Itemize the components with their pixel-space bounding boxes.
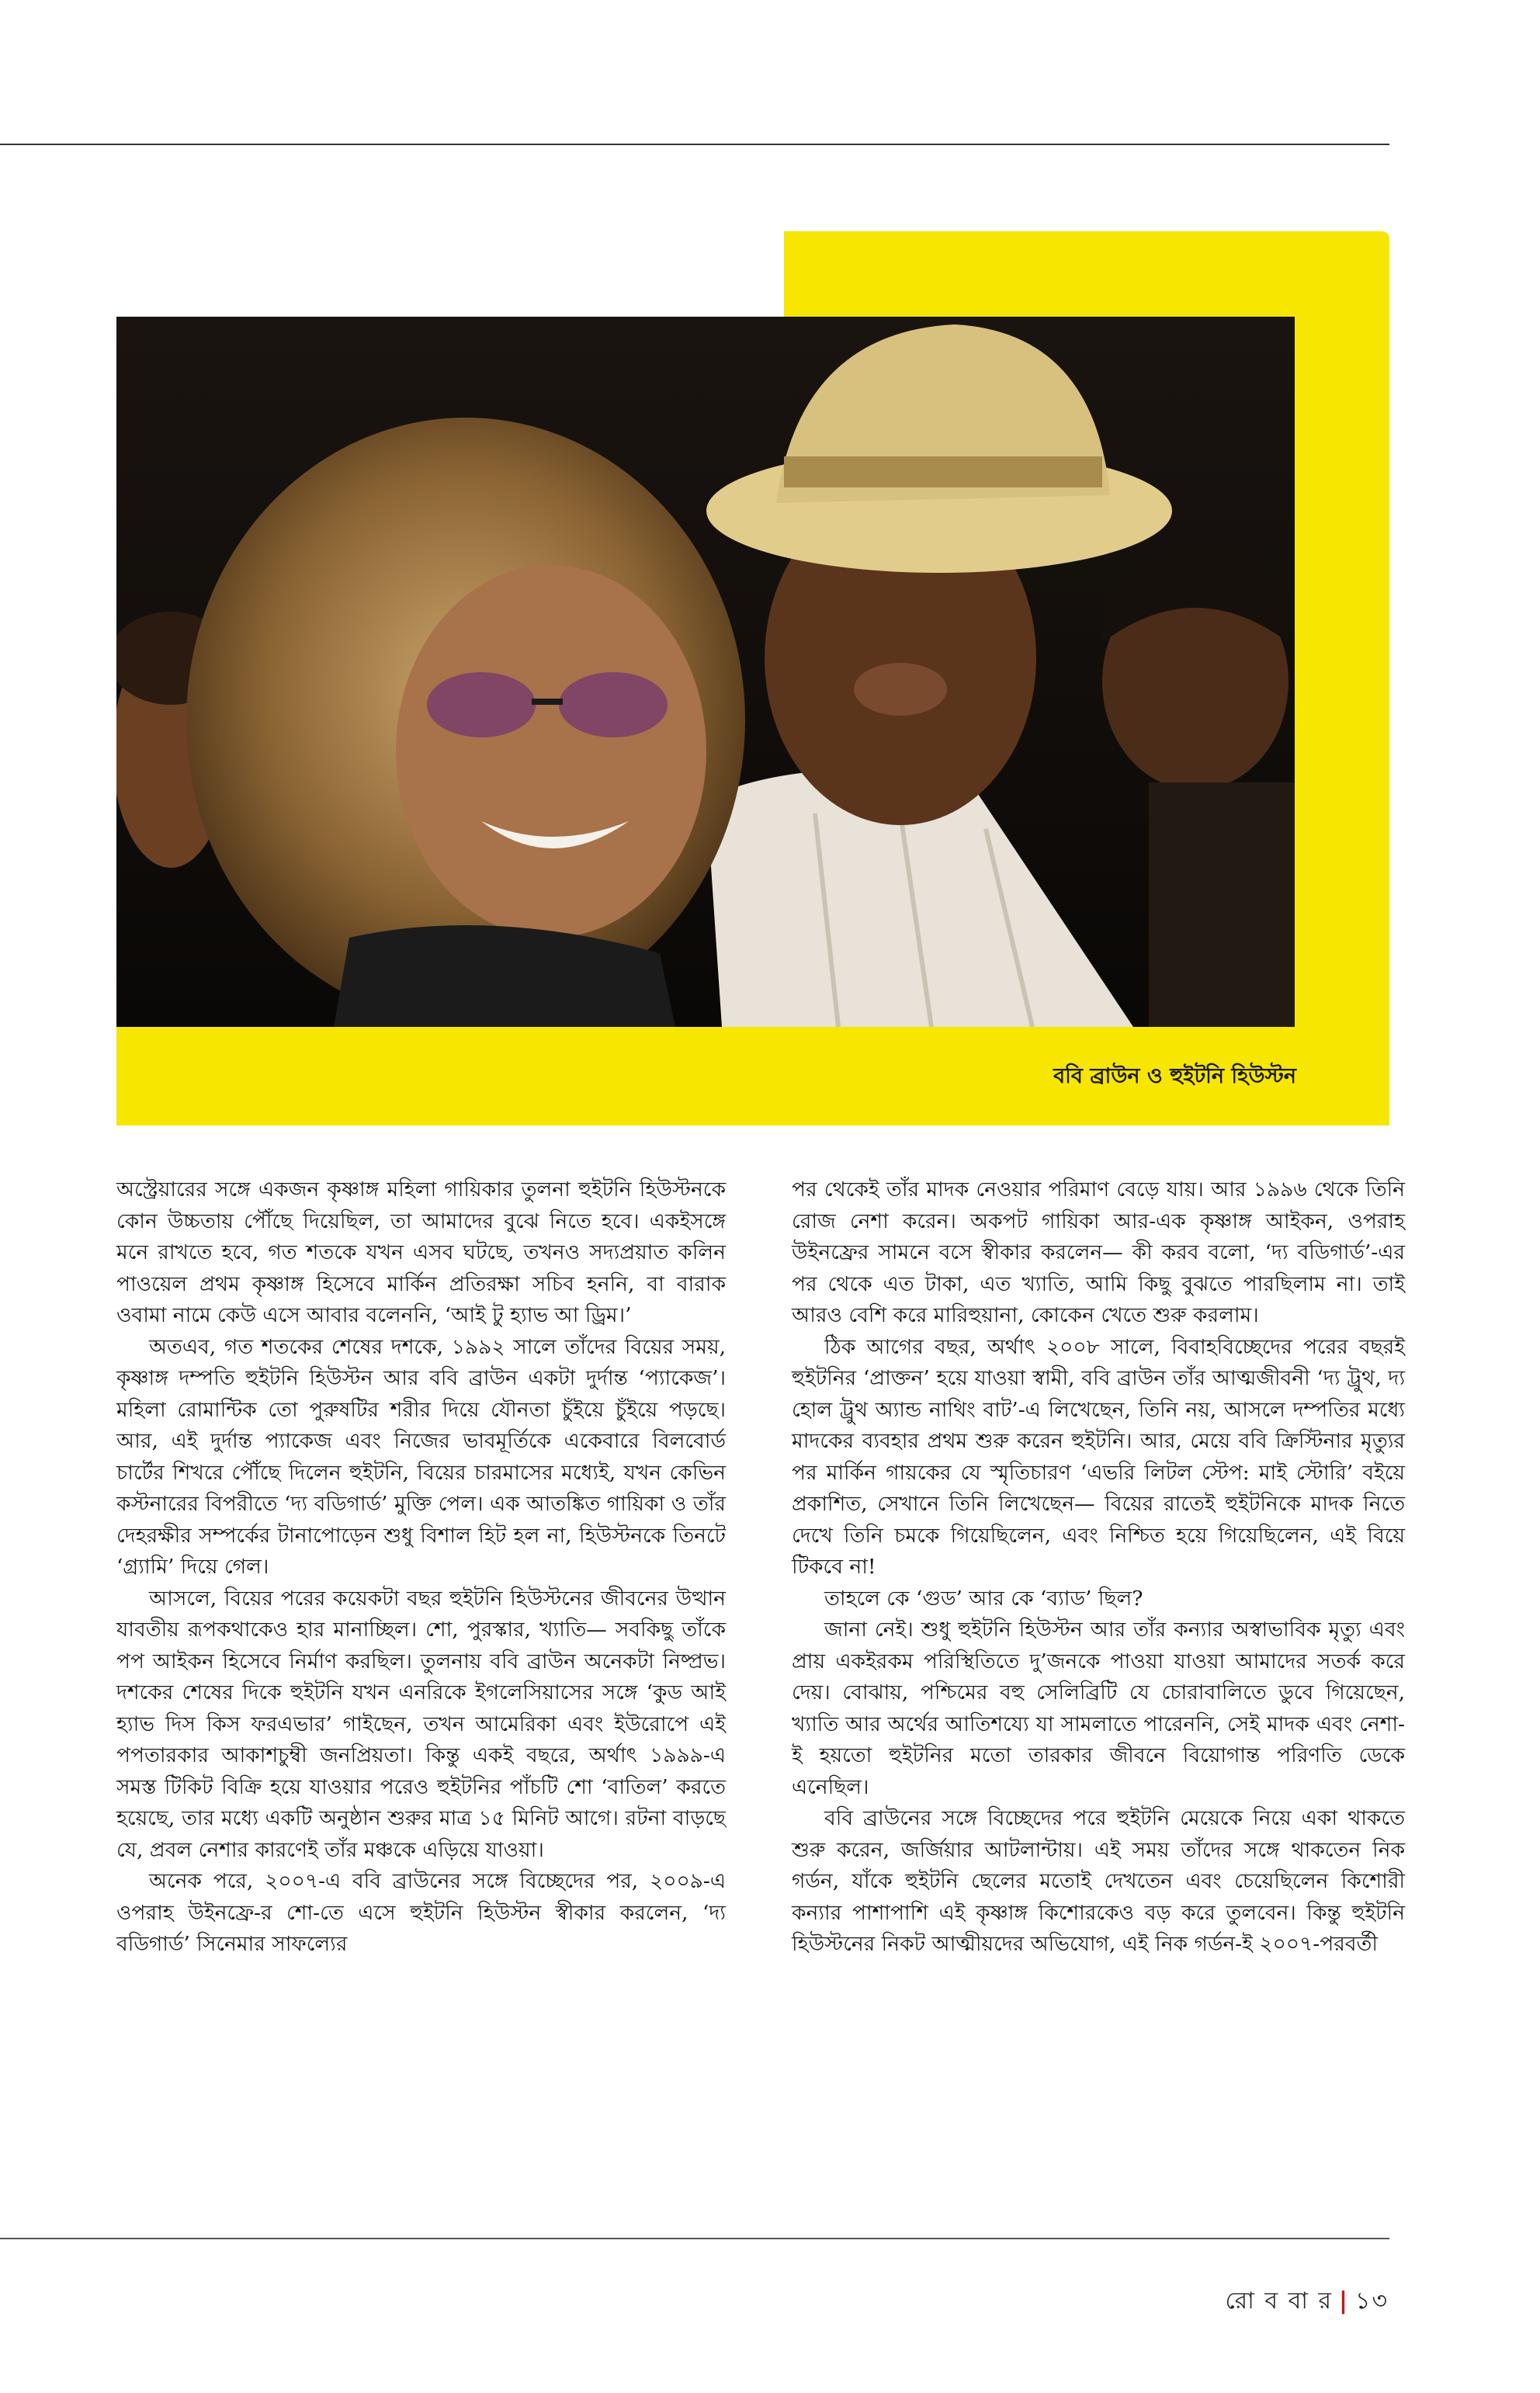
- couple-photo: [116, 317, 1295, 1027]
- yellow-frame-right: [1295, 322, 1389, 1125]
- photo-feature: [116, 231, 1389, 1125]
- paragraph: পর থেকেই তাঁর মাদক নেওয়ার পরিমাণ বেড়ে যায়। আর ১৯৯৬ থেকে তিনি রোজ নেশা করেন। অকপট গায়িকা আর-এক কৃষ্ণাঙ্গ আইকন, ওপরাহ উইনফ্রের সামনে বসে স্বীকার করলেন— কী করব বলো, ‘দ্য বডিগার্ড’-এর পর থেকে এত টাকা, এত খ্যাতি, আমি কিছু বুঝতে পারছিলাম না। তাই আরও বেশি করে মারিহুয়ানা, কোকেন খেতে শুরু করলাম।: [792, 1177, 1405, 1327]
- photo-illustration: [116, 317, 1295, 1027]
- page-number: ১৩: [1355, 2287, 1389, 2315]
- page-footer: [1225, 2282, 1389, 2322]
- paragraph: ববি ব্রাউনের সঙ্গে বিচ্ছেদের পরে হুইটনি মেয়েকে নিয়ে একা থাকতে শুরু করেন, জর্জিয়ার আটলান্টায়। এই সময় তাঁদের সঙ্গে থাকতেন নিক গর্ডন, যাঁকে হুইটনি ছেলের মতোই দেখতেন এবং চেয়েছিলেন কিশোরী কন্যার পাশাপাশি এই কৃষ্ণাঙ্গ কিশোরকেও বড় করে তুলবেন। কিন্তু হুইটনি হিউস্টনের নিকট আত্মীয়দের অভিযোগ, এই নিক গর্ডন-ই ২০০৭-পরবর্তী: [792, 1806, 1405, 1956]
- yellow-frame-top: [784, 231, 1389, 322]
- paragraph: আসলে, বিয়ের পরের কয়েকটা বছর হুইটনি হিউস্টনের জীবনের উত্থান যাবতীয় রূপকথাকেও হার মানাচ্ছিল। শো, পুরস্কার, খ্যাতি— সবকিছু তাঁকে পপ আইকন হিসেবে নির্মাণ করছিল। তুলনায় ববি ব্রাউন অনেকটা নিষ্প্রভ। দশকের শেষের দিকে হুইটনি যখন এনরিকে ইগলেসিয়াসের সঙ্গে ‘কুড আই হ্যাভ দিস কিস ফরএভার’ গাইছেন, তখন আমেরিকা এবং ইউরোপে এই পপতারকার আকাশচুম্বী জনপ্রিয়তা। কিন্তু একই বছরে, অর্থাৎ ১৯৯৯-এ সমস্ত টিকিট বিক্রি হয়ে যাওয়ার পরেও হুইটনির পাঁচটি শো ‘বাতিল’ করতে হয়েছে, তার মধ্যে একটি অনুষ্ঠান শুরুর মাত্র ১৫ মিনিট আগে। রটনা বাড়ছে যে, প্রবল নেশার কারণেই তাঁর মঞ্চকে এড়িয়ে যাওয়া।: [116, 1586, 726, 1862]
- magazine-name: রো ব বা র: [1225, 2287, 1334, 2315]
- top-rule: [0, 144, 1389, 145]
- paragraph: তাহলে কে ‘গুড’ আর কে ‘ব্যাড’ ছিল?: [824, 1586, 1143, 1611]
- photo-caption: ববি ব্রাউন ও হুইটনি হিউস্টন: [1053, 1064, 1296, 1088]
- paragraph: অতএব, গত শতকের শেষের দশকে, ১৯৯২ সালে তাঁদের বিয়ের সময়, কৃষ্ণাঙ্গ দম্পতি হুইটনি হিউস্টন আর ববি ব্রাউন একটা দুর্দান্ত ‘প্যাকেজ’। মহিলা রোমান্টিক তো পুরুষটির শরীর দিয়ে যৌনতা চুঁইয়ে চুঁইয়ে পড়ছে। আর, এই দুর্দান্ত প্যাকেজ এবং নিজের ভাবমূর্তিকে একেবারে বিলবোর্ড চার্টের শিখরে পৌঁছে দিলেন হুইটনি, বিয়ের চারমাসের মধ্যেই, যখন কেভিন কস্টনারের বিপরীতে ‘দ্য বডিগার্ড’ মুক্তি পেল। এক আতঙ্কিত গায়িকা ও তাঁর দেহরক্ষীর সম্পর্কের টানাপোড়েন শুধু বিশাল হিট হল না, হিউস্টনকে তিনটে ‘গ্র্যামি’ দিয়ে গেল।: [116, 1334, 726, 1579]
- article-column-left: [116, 1174, 726, 1961]
- footer-separator: |: [1339, 2287, 1350, 2315]
- paragraph: অনেক পরে, ২০০৭-এ ববি ব্রাউনের সঙ্গে বিচ্ছেদের পর, ২০০৯-এ ওপরাহ উইনফ্রে-র শো-তে এসে হুইটনি হিউস্টন স্বীকার করলেন, ‘দ্য বডিগার্ড’ সিনেমার সাফল্যের: [116, 1869, 726, 1956]
- paragraph: ঠিক আগের বছর, অর্থাৎ ২০০৮ সালে, বিবাহবিচ্ছেদের পরের বছরই হুইটনির ‘প্রাক্তন’ হয়ে যাওয়া স্বামী, ববি ব্রাউন তাঁর আত্মজীবনী ‘দ্য ট্রুথ, দ্য হোল ট্রুথ অ্যান্ড নাথিং বাট’-এ লিখেছেন, তিনি নয়, আসলে দম্পতির মধ্যে মাদকের ব্যবহার প্রথম শুরু করেন হুইটনি। আর, মেয়ে ববি ক্রিস্টিনার মৃত্যুর পর মার্কিন গায়কের যে স্মৃতিচারণ ‘এভরি লিটল স্টেপ: মাই স্টোরি’ বইয়ে প্রকাশিত, সেখানে তিনি লিখেছেন— বিয়ের রাতেই হুইটনিকে মাদক নিতে দেখে তিনি চমকে গিয়েছিলেন, এবং নিশ্চিত হয়ে গিয়েছিলেন, এই বিয়ে টিকবে না!: [792, 1334, 1405, 1579]
- paragraph: জানা নেই। শুধু হুইটনি হিউস্টন আর তাঁর কন্যার অস্বাভাবিক মৃত্যু এবং প্রায় একইরকম পরিস্থিতিতে দু’জনকে পাওয়া যাওয়া আমাদের সতর্ক করে দেয়। বোঝায়, পশ্চিমের বহু সেলিব্রিটি যে চোরাবালিতে ডুবে গিয়েছেন, খ্যাতি আর অর্থের আতিশয্যে যা সামলাতে পারেননি, সেই মাদক এবং নেশা-ই হয়তো হুইটনির মতো তারকার জীবনে বিয়োগান্ত পরিণতি ডেকে এনেছিল।: [792, 1618, 1405, 1799]
- bottom-rule: [0, 2238, 1389, 2239]
- article-column-right: [792, 1174, 1405, 1961]
- paragraph: অস্ট্রেয়ারের সঙ্গে একজন কৃষ্ণাঙ্গ মহিলা গায়িকার তুলনা হুইটনি হিউস্টনকে কোন উচ্চতায় পৌঁছে দিয়েছিল, তা আমাদের বুঝে নিতে হবে। একইসঙ্গে মনে রাখতে হবে, গত শতকে যখন এসব ঘটছে, তখনও সদ্যপ্রয়াত কলিন পাওয়েল প্রথম কৃষ্ণাঙ্গ হিসেবে মার্কিন প্রতিরক্ষা সচিব হননি, বা বারাক ওবামা নামে কেউ এসে আবার বলেননি, ‘আই টু হ্যাভ আ ড্রিম।’: [116, 1177, 726, 1327]
